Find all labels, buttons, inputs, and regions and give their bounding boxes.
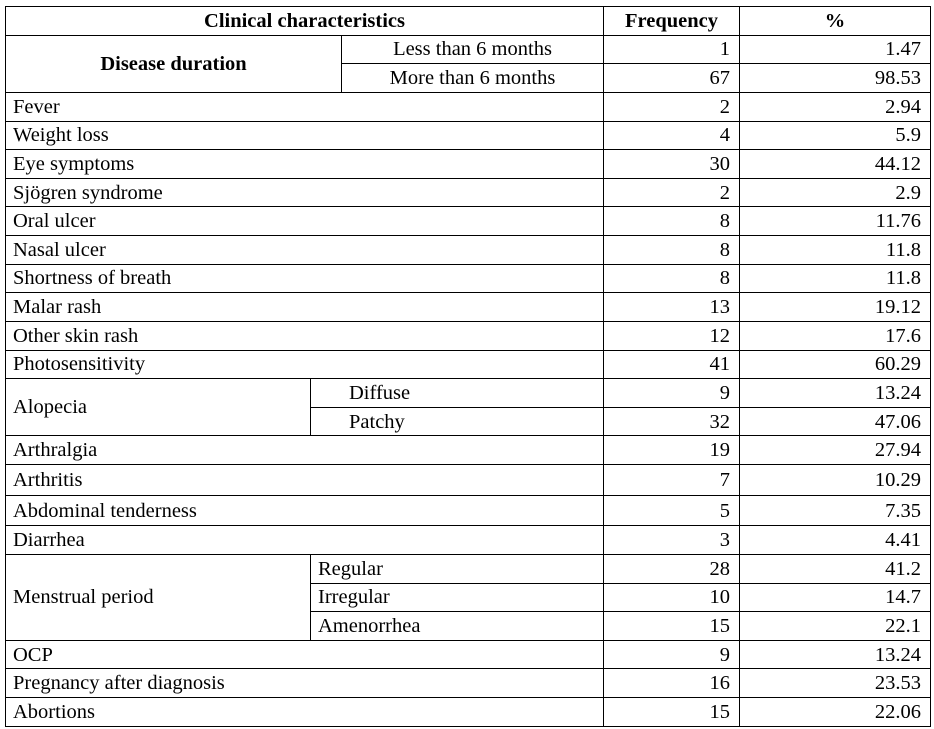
table-row — [6, 293, 931, 322]
table-row — [6, 264, 931, 293]
table-row — [6, 121, 931, 150]
row-label: Diffuse — [311, 379, 604, 408]
row-label: Less than 6 months — [342, 35, 604, 64]
row-percent: 41.2 — [740, 554, 931, 583]
row-percent: 22.06 — [740, 698, 931, 727]
row-percent: 19.12 — [740, 293, 931, 322]
row-frequency: 67 — [604, 64, 740, 93]
row-frequency: 5 — [604, 495, 740, 526]
disease-duration-label: Disease duration — [6, 35, 342, 92]
row-frequency: 8 — [604, 236, 740, 265]
row-frequency: 28 — [604, 554, 740, 583]
row-frequency: 8 — [604, 264, 740, 293]
clinical-characteristics-table — [5, 6, 931, 727]
row-frequency: 7 — [604, 465, 740, 496]
table-row — [6, 669, 931, 698]
row-label: Photosensitivity — [6, 350, 604, 379]
row-percent: 47.06 — [740, 407, 931, 436]
table-row — [6, 526, 931, 555]
row-label: Sjögren syndrome — [6, 178, 604, 207]
row-frequency: 19 — [604, 436, 740, 465]
row-frequency: 12 — [604, 321, 740, 350]
header-characteristics: Clinical characteristics — [6, 7, 604, 36]
table-row — [6, 150, 931, 179]
row-label: Patchy — [311, 407, 604, 436]
row-percent: 27.94 — [740, 436, 931, 465]
header-percent: % — [740, 7, 931, 36]
table-row — [6, 436, 931, 465]
row-frequency: 10 — [604, 583, 740, 612]
row-percent: 5.9 — [740, 121, 931, 150]
row-label: Abdominal tenderness — [6, 495, 604, 526]
row-frequency: 15 — [604, 698, 740, 727]
row-frequency: 1 — [604, 35, 740, 64]
table-row — [6, 92, 931, 121]
row-label: Regular — [311, 554, 604, 583]
table-row — [6, 698, 931, 727]
table-row — [6, 379, 931, 408]
table-row — [6, 495, 931, 526]
row-label: Oral ulcer — [6, 207, 604, 236]
row-label: Malar rash — [6, 293, 604, 322]
row-frequency: 16 — [604, 669, 740, 698]
row-percent: 2.9 — [740, 178, 931, 207]
row-percent: 1.47 — [740, 35, 931, 64]
table-row — [6, 321, 931, 350]
row-frequency: 4 — [604, 121, 740, 150]
row-percent: 4.41 — [740, 526, 931, 555]
row-label: Weight loss — [6, 121, 604, 150]
row-percent: 23.53 — [740, 669, 931, 698]
table-row — [6, 350, 931, 379]
row-frequency: 32 — [604, 407, 740, 436]
row-label: Abortions — [6, 698, 604, 727]
row-percent: 11.8 — [740, 264, 931, 293]
row-percent: 7.35 — [740, 495, 931, 526]
alopecia-label: Alopecia — [6, 379, 311, 436]
table-row — [6, 178, 931, 207]
row-frequency: 30 — [604, 150, 740, 179]
row-frequency: 13 — [604, 293, 740, 322]
table-row — [6, 554, 931, 583]
row-frequency: 2 — [604, 178, 740, 207]
row-label: Diarrhea — [6, 526, 604, 555]
row-label: Amenorrhea — [311, 612, 604, 641]
table-row — [6, 236, 931, 265]
row-percent: 44.12 — [740, 150, 931, 179]
row-frequency: 41 — [604, 350, 740, 379]
row-percent: 14.7 — [740, 583, 931, 612]
row-label: Fever — [6, 92, 604, 121]
row-label: Nasal ulcer — [6, 236, 604, 265]
row-percent: 11.8 — [740, 236, 931, 265]
header-frequency: Frequency — [604, 7, 740, 36]
row-label: Arthralgia — [6, 436, 604, 465]
row-label: Pregnancy after diagnosis — [6, 669, 604, 698]
row-label: Other skin rash — [6, 321, 604, 350]
table-row — [6, 465, 931, 496]
row-label: OCP — [6, 640, 604, 669]
row-frequency: 15 — [604, 612, 740, 641]
row-label: Shortness of breath — [6, 264, 604, 293]
row-label: More than 6 months — [342, 64, 604, 93]
row-percent: 22.1 — [740, 612, 931, 641]
row-frequency: 3 — [604, 526, 740, 555]
table-row — [6, 207, 931, 236]
table-row — [6, 640, 931, 669]
row-frequency: 8 — [604, 207, 740, 236]
row-frequency: 2 — [604, 92, 740, 121]
row-percent: 2.94 — [740, 92, 931, 121]
row-percent: 13.24 — [740, 640, 931, 669]
row-frequency: 9 — [604, 379, 740, 408]
row-frequency: 9 — [604, 640, 740, 669]
row-percent: 17.6 — [740, 321, 931, 350]
row-label: Eye symptoms — [6, 150, 604, 179]
row-percent: 98.53 — [740, 64, 931, 93]
row-label: Arthritis — [6, 465, 604, 496]
row-percent: 10.29 — [740, 465, 931, 496]
table-row — [6, 35, 931, 64]
menstrual-period-label: Menstrual period — [6, 554, 311, 640]
row-percent: 60.29 — [740, 350, 931, 379]
row-percent: 11.76 — [740, 207, 931, 236]
row-percent: 13.24 — [740, 379, 931, 408]
row-label: Irregular — [311, 583, 604, 612]
header-row — [6, 7, 931, 36]
